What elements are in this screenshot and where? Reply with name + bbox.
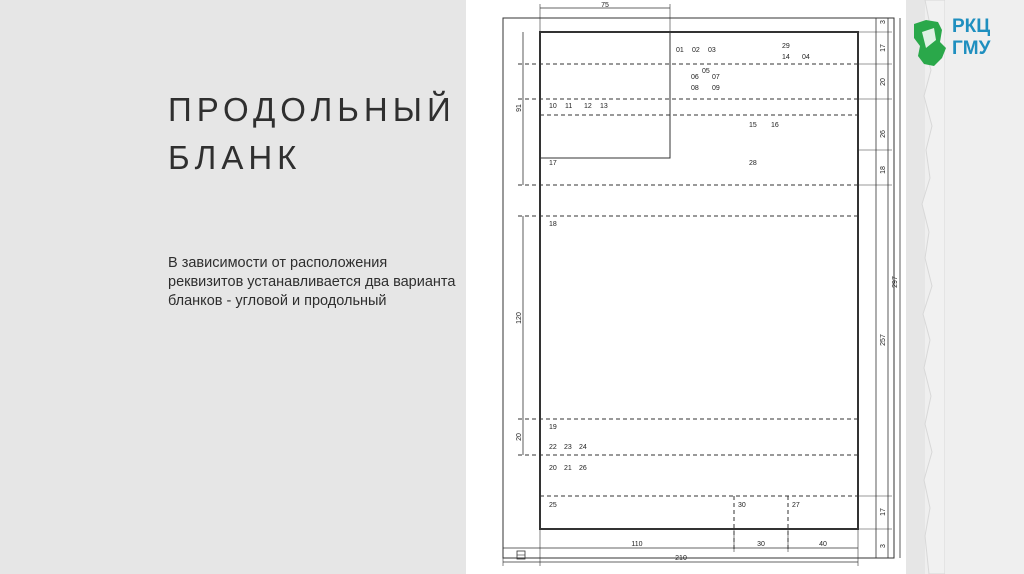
field-16: 16 [771, 122, 779, 129]
field-07: 07 [712, 74, 720, 81]
field-25: 25 [549, 502, 557, 509]
dim-left-120: 120 [516, 312, 523, 324]
field-04: 04 [802, 54, 810, 61]
field-23: 23 [564, 444, 572, 451]
field-17: 17 [549, 160, 557, 167]
dim-bottom-210: 210 [675, 555, 687, 562]
field-20: 20 [549, 465, 557, 472]
field-27: 27 [792, 502, 800, 509]
field-01: 01 [676, 47, 684, 54]
field-21: 21 [564, 465, 572, 472]
field-29: 29 [782, 43, 790, 50]
dim-bottom-110: 110 [631, 541, 643, 548]
description-text: В зависимости от расположения реквизитов устанавливается два варианта бланков - угловой и продольный [168, 255, 456, 309]
field-19: 19 [549, 424, 557, 431]
dim-right-297: 297 [892, 276, 899, 288]
field-22: 22 [549, 444, 557, 451]
dim-top-75: 75 [601, 2, 609, 9]
letterhead-blank-drawing [466, 0, 924, 574]
logo-line-1: РКЦ [952, 16, 991, 37]
dim-right-20: 20 [880, 78, 887, 86]
field-12: 12 [584, 103, 592, 110]
dim-right-18: 18 [880, 166, 887, 174]
field-15: 15 [749, 122, 757, 129]
dim-right-3-bottom: 3 [880, 544, 887, 548]
dim-right-17-top: 17 [880, 44, 887, 52]
dim-right-17-bottom: 17 [880, 508, 887, 516]
field-10: 10 [549, 103, 557, 110]
field-13: 13 [600, 103, 608, 110]
field-26: 26 [579, 465, 587, 472]
page-title: ПРОДОЛЬНЫЙ БЛАНК [168, 91, 456, 176]
dim-right-26: 26 [880, 130, 887, 138]
dim-bottom-30: 30 [757, 541, 765, 548]
field-09: 09 [712, 85, 720, 92]
field-03: 03 [708, 47, 716, 54]
field-28: 28 [749, 160, 757, 167]
drawing-paper [466, 0, 906, 574]
field-24: 24 [579, 444, 587, 451]
dim-right-257: 257 [880, 334, 887, 346]
field-14: 14 [782, 54, 790, 61]
field-06: 06 [691, 74, 699, 81]
dim-left-20: 20 [516, 433, 523, 441]
logo-line-2: ГМУ [952, 38, 991, 59]
field-02: 02 [692, 47, 700, 54]
dim-right-3-top: 3 [880, 20, 887, 24]
dim-bottom-40: 40 [819, 541, 827, 548]
dim-left-91: 91 [516, 104, 523, 112]
field-18: 18 [549, 221, 557, 228]
field-05: 05 [702, 68, 710, 75]
logo [952, 16, 1022, 60]
field-11: 11 [565, 103, 573, 110]
field-08: 08 [691, 85, 699, 92]
field-30: 30 [738, 502, 746, 509]
